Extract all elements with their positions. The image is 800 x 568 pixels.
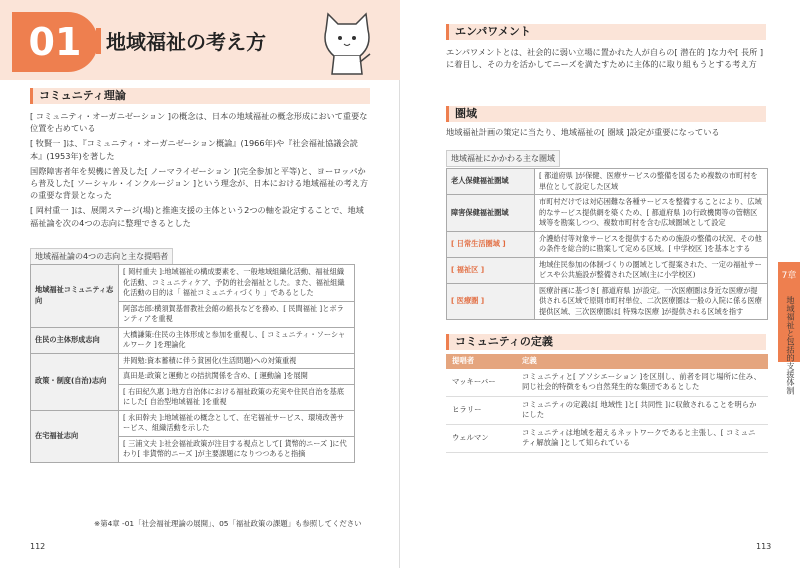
table-cell: [ 右田紀久惠 ]:地方自治体における福祉政策の充実や住民自治を基底にした[ 自治型地域福祉 ]を重視 (119, 384, 355, 410)
row-header: 地域福祉コミュニティ志向 (31, 265, 119, 328)
title-accent-bar (96, 28, 101, 54)
row-header: ヒラリー (446, 396, 516, 424)
table-row (31, 410, 355, 436)
chapter-tab: 7章 (778, 262, 800, 362)
side-chapter-title: 地域福祉と包括的支援体制 (786, 296, 796, 395)
row-header: 障害保健福祉圏域 (447, 195, 535, 232)
cat-mascot-icon (316, 10, 378, 76)
table-cell: [ 永田幹夫 ]:地域福祉の概念として、在宅福祉サービス、環境改善サービス、組織活動を示した (119, 410, 355, 436)
table-row (447, 169, 768, 195)
right-page (400, 0, 800, 568)
table-cell: [ 三浦文夫 ]:社会福祉政策が注目する視点として[ 貨幣的ニーズ ]に代わり[ 非貨幣的ニーズ ]が主要課題になりつつあると指摘 (119, 436, 355, 462)
bullet-item: 国際障害者年を契機に普及した[ ノーマライゼーション ](完全参加と平等)と、ヨーロッパから普及した[ ソーシャル・インクルージョン ]という理念が、日本における地域福祉の考え方の重要な背景となった (30, 165, 369, 201)
table-row (31, 353, 355, 369)
table-row (447, 257, 768, 283)
table-cell: コミュニティは地域を超えるネットワークであると主張し、[ コミュニティ解放論 ]として知られている (516, 424, 768, 452)
table-cell: 大橋謙策:住民の主体形成と参加を重視し、[ コミュニティ・ソーシャルワーク ]を理論化 (119, 327, 355, 353)
row-header: マッキーバー (446, 369, 516, 397)
table-cell: [ 岡村重夫 ]:地域福祉の構成要素を、一般地域組織化活動、福祉組織化活動、コミュニティケア、予防的社会福祉とした。また、福祉組織化活動の目的は「 福祉コミュニティづくり 」であるとした (119, 265, 355, 302)
table-cell: 井岡勉:資本蓄積に伴う貧困化(生活問題)への対策重視 (119, 353, 355, 369)
table-row (447, 231, 768, 257)
table-row (447, 283, 768, 320)
table-cell: 真田是:政策と運動との拮抗関係を含め、[ 運動論 ]を展開 (119, 369, 355, 385)
row-header: [ 福祉区 ] (447, 257, 535, 283)
column-header: 定義 (516, 354, 768, 369)
section-heading: 圏域 (446, 106, 766, 122)
table-row (446, 369, 768, 397)
chapter-header (0, 0, 400, 80)
footnote: ※第4章 -01「社会福祉理論の展開」、05「福祉政策の課題」も参照してください (94, 519, 362, 528)
bullet-item: [ 牧賢一 ]は、『コミュニティ・オーガニゼーション概論』(1966年)や『社会福祉協議会読本』(1953年)を著した (30, 138, 358, 161)
page-title: 地域福祉の考え方 (106, 30, 266, 54)
row-header: [ 日常生活圏域 ] (447, 231, 535, 257)
table-cell: コミュニティの定義は[ 地域性 ]と[ 共同性 ]に収斂されることを明らかにした (516, 396, 768, 424)
row-header: [ 医療圏 ] (447, 283, 535, 320)
table-header-row (446, 354, 768, 369)
row-header: 政策・制度(自治)志向 (31, 353, 119, 410)
orientation-table (30, 264, 355, 463)
area-table (446, 168, 768, 320)
definition-table (446, 354, 768, 453)
bullet-item: [ 岡村重一 ]は、展開ステージ(場)と推進支援の主体という2つの軸を設定することで、地域福祉論を次の4つの志向に整理できるとした (30, 205, 364, 228)
section-heading: エンパワメント (446, 24, 766, 40)
table-row (446, 424, 768, 452)
table-cell: [ 都道府県 ]が保健、医療サービスの整備を図るため複数の市町村を単位として設定した区域 (535, 169, 768, 195)
table-cell: 医療計画に基づき[ 都道府県 ]が設定。一次医療圏は身近な医療が提供される区域で原則市町村単位、二次医療圏は一般の入院に係る医療提供区域、三次医療圏は[ 特殊な医療 ]が提供される区域を指す (535, 283, 768, 320)
area-text: 地域福祉計画の策定に当たり、地域福祉の[ 圏域 ]設定が重要になっている (446, 127, 720, 137)
table-title: 地域福祉論の4つの志向と主な提唱者 (30, 248, 173, 265)
section-heading: コミュニティ理論 (30, 88, 370, 104)
column-header: 提唱者 (446, 354, 516, 369)
table-cell: 介護給付等対象サービスを提供するための施設の整備の状況、その他の条件を総合的に勘案して定める区域。[ 中学校区 ]を基本とする (535, 231, 768, 257)
table-row (31, 327, 355, 353)
table-row (447, 195, 768, 232)
chapter-number: 01 (12, 12, 98, 72)
table-row (31, 265, 355, 302)
row-header: ウェルマン (446, 424, 516, 452)
page-number: 112 (30, 542, 46, 551)
table-cell: 阿部志郎:横須賀基督教社会館の館長などを務め、[ 民間福祉 ]とボランティアを重視 (119, 301, 355, 327)
bullet-item: [ コミュニティ・オーガニゼーション ]の概念は、日本の地域福祉の概念形成において重要な位置を占めている (30, 111, 368, 134)
table-cell: 市町村だけでは対応困難な各種サービスを整備することにより、広域的なサービス提供網を築くため、[ 都道府県 ]の行政機関等の管轄区域等を勘案しつつ、複数市町村を含む広域圏域として設定 (535, 195, 768, 232)
row-header: 老人保健福祉圏域 (447, 169, 535, 195)
row-header: 在宅福祉志向 (31, 410, 119, 462)
empowerment-text: エンパワメントとは、社会的に弱い立場に置かれた人が自らの[ 潜在的 ]な力や[ 長所 ]に着目し、その力を活かしてニーズを満たすために主体的に取り組もうとする考え方 (446, 47, 764, 70)
page-number: 113 (756, 542, 772, 551)
section-heading: コミュニティの定義 (446, 334, 766, 350)
table-cell: 地域住民参加の体制づくりの圏域として提案された、一定の福祉サービスや公共施設が整備された区域(主に小学校区) (535, 257, 768, 283)
table-cell: コミュニティと[ アソシエーション ]を区別し、前者を同じ場所に住み、同じ社会的特徴をもつ自然発生的な集団であるとした (516, 369, 768, 397)
bullet-list (30, 110, 370, 229)
table-title: 地域福祉にかかわる主な圏域 (446, 150, 560, 167)
row-header: 住民の主体形成志向 (31, 327, 119, 353)
table-row (446, 396, 768, 424)
